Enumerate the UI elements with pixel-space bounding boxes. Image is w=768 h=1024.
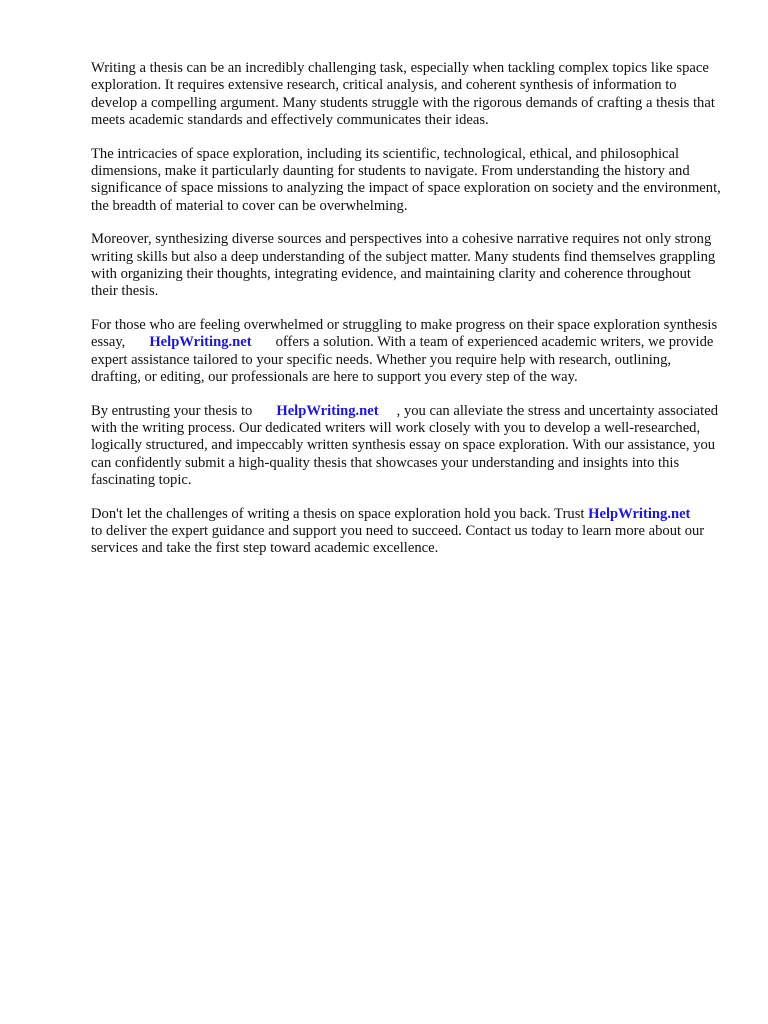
helpwriting-link[interactable]: HelpWriting.net [276, 402, 379, 419]
paragraph-offer-text-before: For those who are feeling overwhelmed or struggling to make progress on their space exploration synthesis essay, [91, 317, 718, 351]
paragraph-intro: Writing a thesis can be an incredibly challenging task, especially when tackling complex topics like space exploration. It requires extensive research, critical analysis, and coherent synthesis of information to develop a compelling argument. Many students struggle with the rigorous demands of crafting a thesis that meets academic standards and effectively communicates their ideas. [91, 60, 715, 128]
helpwriting-link[interactable]: HelpWriting.net [149, 334, 252, 351]
paragraph-synthesizing: Moreover, synthesizing diverse sources and perspectives into a cohesive narrative requires not only strong writing skills but also a deep understanding of the subject matter. Many students find themselves grappling with organizing their thoughts, integrating evidence, and maintaining clarity and coherence throughout their thesis. [91, 231, 716, 300]
paragraph-entrusting-text-after: , you can alleviate the stress and uncertainty associated with the writing process. Our dedicated writers will work closely with you to develop a well-researched, logically structured, and impeccably written synthesis essay on space exploration. With our assistance, you can confidently submit a high-quality thesis that showcases your understanding and insights into this fascinating topic. [91, 402, 718, 488]
paragraph-entrusting-text-before: By entrusting your thesis to [91, 402, 253, 419]
paragraph-offer-text-after: offers a solution. With a team of experienced academic writers, we provide expert assistance tailored to your specific needs. Whether you require help with research, outlining, drafting, or editing, our professionals are here to support you every step of the way. [91, 334, 714, 385]
paragraph-intricacies: The intricacies of space exploration, including its scientific, technological, ethical, and philosophical dimensions, make it particularly daunting for students to navigate. From understanding the history and significance of space missions to analyzing the impact of space exploration on society and the environment, the breadth of material to cover can be overwhelming. [91, 145, 721, 214]
paragraph-closing [91, 506, 721, 558]
paragraph-entrusting [91, 403, 721, 489]
paragraph-closing-text-after: to deliver the expert guidance and support you need to succeed. Contact us today to learn more about our services and take the first step toward academic excellence. [91, 523, 705, 557]
paragraph-closing-text-before: Don't let the challenges of writing a thesis on space exploration hold you back. Trust [91, 505, 585, 522]
document-body [91, 60, 721, 574]
paragraph-offer [91, 317, 721, 386]
helpwriting-link[interactable]: HelpWriting.net [588, 505, 691, 522]
